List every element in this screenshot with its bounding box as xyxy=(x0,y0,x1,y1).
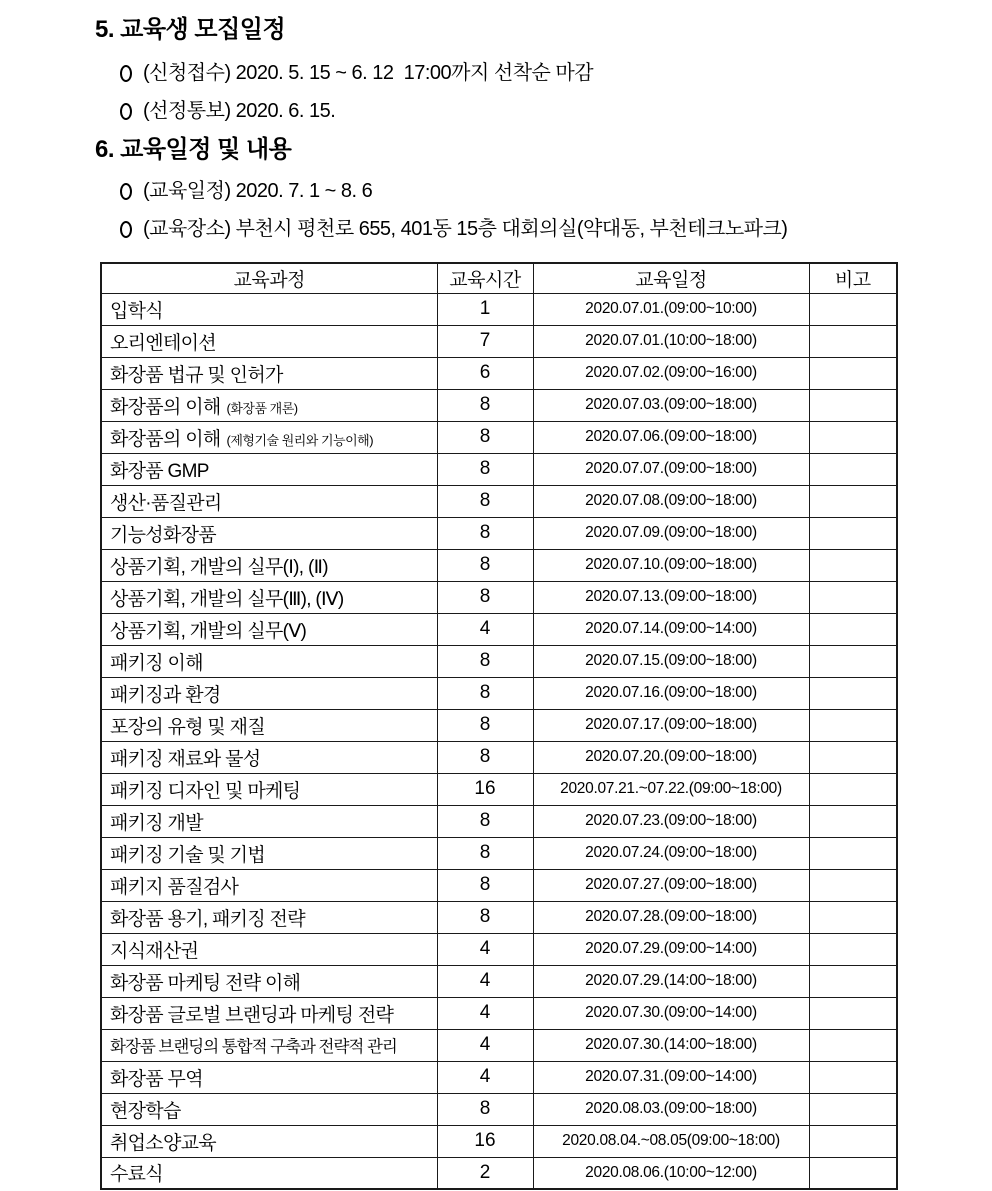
section-6-heading: 6. 교육일정 및 내용 xyxy=(95,136,292,163)
circle-bullet-icon xyxy=(120,65,132,82)
course-name: 패키징 기술 및 기법 xyxy=(110,844,265,866)
hours-cell: 8 xyxy=(437,421,533,453)
table-row xyxy=(101,1125,897,1157)
note-cell xyxy=(809,453,897,485)
course-cell xyxy=(101,293,437,325)
table-row xyxy=(101,581,897,613)
course-name: 화장품 글로벌 브랜딩과 마케팅 전략 xyxy=(110,1004,394,1026)
schedule-cell: 2020.07.13.(09:00~18:00) xyxy=(533,581,809,613)
note-cell xyxy=(809,1125,897,1157)
hours-cell: 8 xyxy=(437,645,533,677)
note-cell xyxy=(809,613,897,645)
note-cell xyxy=(809,645,897,677)
course-cell xyxy=(101,453,437,485)
list-item-application-period xyxy=(120,60,992,86)
circle-bullet-icon xyxy=(120,183,132,200)
course-cell xyxy=(101,709,437,741)
hours-cell: 1 xyxy=(437,293,533,325)
course-name: 상품기획, 개발의 실무(Ⅰ), (Ⅱ) xyxy=(110,556,328,578)
course-name: 화장품 마케팅 전략 이해 xyxy=(110,972,301,994)
column-header-schedule: 교육일정 xyxy=(533,263,809,293)
note-cell xyxy=(809,1093,897,1125)
schedule-cell: 2020.07.29.(09:00~14:00) xyxy=(533,933,809,965)
course-cell xyxy=(101,645,437,677)
course-cell xyxy=(101,1061,437,1093)
schedule-cell: 2020.07.15.(09:00~18:00) xyxy=(533,645,809,677)
hours-cell: 4 xyxy=(437,965,533,997)
course-name: 상품기획, 개발의 실무(Ⅲ), (Ⅳ) xyxy=(110,588,344,610)
course-cell xyxy=(101,965,437,997)
table-row xyxy=(101,709,897,741)
table-row xyxy=(101,677,897,709)
schedule-cell: 2020.07.01.(10:00~18:00) xyxy=(533,325,809,357)
table-row xyxy=(101,1061,897,1093)
list-item-text: (선정통보) 2020. 6. 15. xyxy=(143,100,336,122)
table-row xyxy=(101,837,897,869)
schedule-cell: 2020.07.17.(09:00~18:00) xyxy=(533,709,809,741)
table-header-row xyxy=(101,263,897,293)
course-cell xyxy=(101,357,437,389)
schedule-table xyxy=(100,262,898,1190)
course-cell xyxy=(101,933,437,965)
course-cell xyxy=(101,1029,437,1061)
list-item-training-period xyxy=(120,178,992,204)
list-item-training-location xyxy=(120,216,992,242)
hours-cell: 8 xyxy=(437,485,533,517)
course-cell xyxy=(101,741,437,773)
hours-cell: 4 xyxy=(437,933,533,965)
course-cell xyxy=(101,773,437,805)
course-name: 패키징과 환경 xyxy=(110,684,221,706)
course-name: 생산·품질관리 xyxy=(110,492,222,514)
list-item-selection-notice xyxy=(120,98,992,124)
course-name: 화장품 무역 xyxy=(110,1068,203,1090)
course-name: 지식재산권 xyxy=(110,940,199,962)
table-row xyxy=(101,613,897,645)
course-cell xyxy=(101,1157,437,1189)
course-subtitle: (제형기술 원리와 기능이해) xyxy=(226,432,374,448)
hours-cell: 8 xyxy=(437,581,533,613)
course-name: 패키징 디자인 및 마케팅 xyxy=(110,780,301,802)
course-name: 화장품 용기, 패키징 전략 xyxy=(110,908,305,930)
schedule-cell: 2020.07.01.(09:00~10:00) xyxy=(533,293,809,325)
course-name: 패키징 재료와 물성 xyxy=(110,748,261,770)
hours-cell: 8 xyxy=(437,549,533,581)
column-header-course: 교육과정 xyxy=(101,263,437,293)
schedule-cell: 2020.08.03.(09:00~18:00) xyxy=(533,1093,809,1125)
table-row xyxy=(101,485,897,517)
note-cell xyxy=(809,709,897,741)
circle-bullet-icon xyxy=(120,103,132,120)
course-cell xyxy=(101,1093,437,1125)
note-cell xyxy=(809,837,897,869)
course-name: 화장품 법규 및 인허가 xyxy=(110,364,283,386)
note-cell xyxy=(809,901,897,933)
hours-cell: 8 xyxy=(437,677,533,709)
schedule-cell: 2020.07.20.(09:00~18:00) xyxy=(533,741,809,773)
hours-cell: 8 xyxy=(437,453,533,485)
schedule-cell: 2020.07.10.(09:00~18:00) xyxy=(533,549,809,581)
circle-bullet-icon xyxy=(120,221,132,238)
hours-cell: 16 xyxy=(437,1125,533,1157)
note-cell xyxy=(809,1157,897,1189)
schedule-cell: 2020.07.31.(09:00~14:00) xyxy=(533,1061,809,1093)
list-item-text: (교육일정) 2020. 7. 1 ~ 8. 6 xyxy=(143,180,373,202)
course-cell xyxy=(101,613,437,645)
hours-cell: 16 xyxy=(437,773,533,805)
course-name: 패키지 품질검사 xyxy=(110,876,239,898)
course-name: 패키징 개발 xyxy=(110,812,203,834)
hours-cell: 2 xyxy=(437,1157,533,1189)
hours-cell: 8 xyxy=(437,901,533,933)
table-row xyxy=(101,1093,897,1125)
hours-cell: 8 xyxy=(437,517,533,549)
schedule-cell: 2020.07.28.(09:00~18:00) xyxy=(533,901,809,933)
course-name: 취업소양교육 xyxy=(110,1132,216,1154)
table-row xyxy=(101,357,897,389)
table-row xyxy=(101,293,897,325)
note-cell xyxy=(809,517,897,549)
schedule-cell: 2020.07.29.(14:00~18:00) xyxy=(533,965,809,997)
course-cell xyxy=(101,997,437,1029)
table-row xyxy=(101,421,897,453)
list-item-text: (교육장소) 부천시 평천로 655, 401동 15층 대회의실(약대동, 부천테크노파크) xyxy=(143,218,788,240)
table-row xyxy=(101,773,897,805)
hours-cell: 4 xyxy=(437,1029,533,1061)
hours-cell: 8 xyxy=(437,1093,533,1125)
table-row xyxy=(101,453,897,485)
hours-cell: 8 xyxy=(437,709,533,741)
course-cell xyxy=(101,805,437,837)
table-row xyxy=(101,965,897,997)
table-row xyxy=(101,517,897,549)
course-name: 패키징 이해 xyxy=(110,652,203,674)
course-subtitle: (화장품 개론) xyxy=(226,400,298,416)
schedule-cell: 2020.07.14.(09:00~14:00) xyxy=(533,613,809,645)
hours-cell: 8 xyxy=(437,741,533,773)
course-cell xyxy=(101,901,437,933)
hours-cell: 6 xyxy=(437,357,533,389)
table-row xyxy=(101,741,897,773)
note-cell xyxy=(809,581,897,613)
note-cell xyxy=(809,869,897,901)
table-row xyxy=(101,1157,897,1189)
table-row xyxy=(101,549,897,581)
note-cell xyxy=(809,965,897,997)
hours-cell: 7 xyxy=(437,325,533,357)
schedule-cell: 2020.07.24.(09:00~18:00) xyxy=(533,837,809,869)
schedule-cell: 2020.07.23.(09:00~18:00) xyxy=(533,805,809,837)
schedule-cell: 2020.08.04.~08.05(09:00~18:00) xyxy=(533,1125,809,1157)
course-name: 수료식 xyxy=(110,1164,163,1186)
table-row xyxy=(101,901,897,933)
table-row xyxy=(101,805,897,837)
course-cell xyxy=(101,677,437,709)
schedule-cell: 2020.07.27.(09:00~18:00) xyxy=(533,869,809,901)
course-name: 오리엔테이션 xyxy=(110,332,216,354)
note-cell xyxy=(809,677,897,709)
hours-cell: 4 xyxy=(437,1061,533,1093)
schedule-cell: 2020.07.08.(09:00~18:00) xyxy=(533,485,809,517)
note-cell xyxy=(809,293,897,325)
table-row xyxy=(101,389,897,421)
course-cell xyxy=(101,421,437,453)
note-cell xyxy=(809,741,897,773)
course-cell xyxy=(101,389,437,421)
hours-cell: 4 xyxy=(437,613,533,645)
course-name: 포장의 유형 및 재질 xyxy=(110,716,265,738)
table-row xyxy=(101,997,897,1029)
schedule-cell: 2020.07.06.(09:00~18:00) xyxy=(533,421,809,453)
hours-cell: 8 xyxy=(437,805,533,837)
hours-cell: 4 xyxy=(437,997,533,1029)
note-cell xyxy=(809,549,897,581)
note-cell xyxy=(809,485,897,517)
schedule-cell: 2020.07.21.~07.22.(09:00~18:00) xyxy=(533,773,809,805)
course-cell xyxy=(101,1125,437,1157)
course-cell xyxy=(101,485,437,517)
course-cell xyxy=(101,869,437,901)
course-name: 화장품의 이해 xyxy=(110,428,221,450)
course-name: 화장품의 이해 xyxy=(110,396,221,418)
course-cell xyxy=(101,549,437,581)
table-row xyxy=(101,869,897,901)
course-name: 화장품 GMP xyxy=(110,460,209,482)
note-cell xyxy=(809,1061,897,1093)
note-cell xyxy=(809,325,897,357)
schedule-cell: 2020.07.07.(09:00~18:00) xyxy=(533,453,809,485)
note-cell xyxy=(809,933,897,965)
note-cell xyxy=(809,805,897,837)
column-header-hours: 교육시간 xyxy=(437,263,533,293)
table-row xyxy=(101,645,897,677)
hours-cell: 8 xyxy=(437,389,533,421)
course-name: 화장품 브랜딩의 통합적 구축과 전략적 관리 xyxy=(110,1037,397,1056)
schedule-cell: 2020.07.09.(09:00~18:00) xyxy=(533,517,809,549)
schedule-cell: 2020.08.06.(10:00~12:00) xyxy=(533,1157,809,1189)
note-cell xyxy=(809,1029,897,1061)
table-row xyxy=(101,325,897,357)
course-cell xyxy=(101,325,437,357)
note-cell xyxy=(809,997,897,1029)
schedule-cell: 2020.07.30.(14:00~18:00) xyxy=(533,1029,809,1061)
table-row xyxy=(101,1029,897,1061)
schedule-cell: 2020.07.03.(09:00~18:00) xyxy=(533,389,809,421)
section-5-heading: 5. 교육생 모집일정 xyxy=(95,16,286,43)
course-cell xyxy=(101,837,437,869)
course-name: 현장학습 xyxy=(110,1100,181,1122)
note-cell xyxy=(809,421,897,453)
schedule-cell: 2020.07.16.(09:00~18:00) xyxy=(533,677,809,709)
course-cell xyxy=(101,517,437,549)
course-name: 입학식 xyxy=(110,300,163,322)
course-cell xyxy=(101,581,437,613)
schedule-cell: 2020.07.30.(09:00~14:00) xyxy=(533,997,809,1029)
course-name: 상품기획, 개발의 실무(Ⅴ) xyxy=(110,620,307,642)
note-cell xyxy=(809,773,897,805)
table-row xyxy=(101,933,897,965)
note-cell xyxy=(809,389,897,421)
hours-cell: 8 xyxy=(437,869,533,901)
note-cell xyxy=(809,357,897,389)
list-item-text: (신청접수) 2020. 5. 15 ~ 6. 12 17:00까지 선착순 마감 xyxy=(143,62,594,84)
column-header-note: 비고 xyxy=(809,263,897,293)
course-name: 기능성화장품 xyxy=(110,524,216,546)
hours-cell: 8 xyxy=(437,837,533,869)
schedule-cell: 2020.07.02.(09:00~16:00) xyxy=(533,357,809,389)
